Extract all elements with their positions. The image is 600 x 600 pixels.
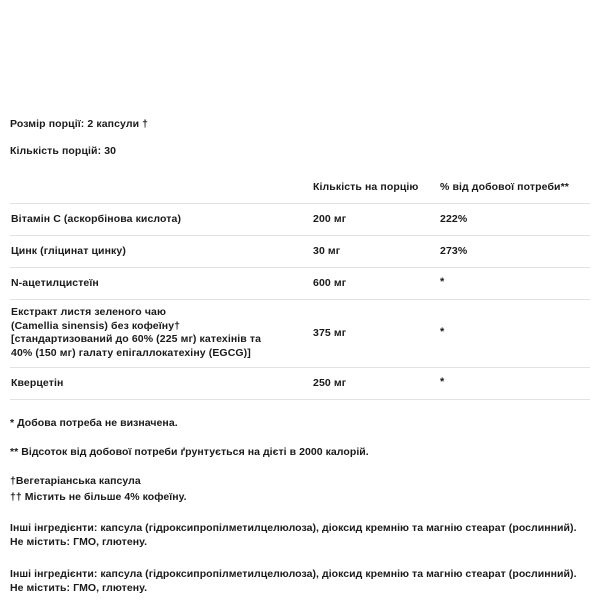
- table-header: [10, 173, 590, 204]
- nutrient-name: Вітамін C (аскорбінова кислота): [10, 204, 313, 236]
- nutrient-name-line: 40% (150 мг) галату епігаллокатехіну (EGCG)]: [11, 346, 251, 359]
- nutrient-name: N-ацетилцистеїн: [10, 268, 313, 300]
- table-header-row: [10, 173, 590, 204]
- other-ingredients-line: Інші інгредієнти: капсула (гідроксипропілметилцелюлоза), діоксид кремнію та магнію стеарат (рослинний).: [10, 522, 577, 534]
- nutrient-name-line: Екстракт листя зеленого чаю: [11, 306, 167, 318]
- nutrient-daily-value: 222%: [440, 204, 590, 236]
- free-from-line: Не містить: ГМО, глютену.: [10, 536, 148, 548]
- nutrient-amount: 375 мг: [313, 300, 440, 368]
- table-row: [10, 268, 590, 300]
- column-header-daily-value: % від добової потреби**: [440, 173, 590, 204]
- daily-value-star: *: [440, 375, 445, 388]
- nutrient-amount: 600 мг: [313, 268, 440, 300]
- table-row: [10, 300, 590, 368]
- nutrient-amount: 200 мг: [313, 204, 440, 236]
- nutrient-daily-value: [440, 300, 590, 368]
- other-ingredients-block: [10, 567, 590, 595]
- servings-per-container-line: Кількість порцій: 30: [10, 145, 117, 157]
- other-ingredients-block: [10, 521, 590, 549]
- nutrient-name: Кверцетін: [10, 368, 313, 400]
- table-row: [10, 236, 590, 268]
- daily-value-star: *: [440, 275, 445, 288]
- footnotes: [10, 416, 590, 504]
- table-row: [10, 204, 590, 236]
- supplement-facts-table: [10, 173, 590, 400]
- nutrient-daily-value: 273%: [440, 236, 590, 268]
- free-from-line: Не містить: ГМО, глютену.: [10, 582, 148, 594]
- footnote-percent-daily-value: ** Відсоток від добової потреби ґрунтується на дієті в 2000 калорій.: [10, 446, 369, 458]
- column-header-nutrient: [10, 173, 313, 204]
- serving-size-line: Розмір порції: 2 капсули †: [10, 118, 149, 130]
- other-ingredients-line: Інші інгредієнти: капсула (гідроксипропілметилцелюлоза), діоксид кремнію та магнію стеарат (рослинний).: [10, 568, 577, 580]
- nutrient-daily-value: [440, 368, 590, 400]
- nutrient-name-line: [стандартизований до 60% (225 мг) катехінів та: [11, 333, 262, 345]
- footnote-daily-value-not-established: * Добова потреба не визначена.: [10, 417, 178, 429]
- serving-info: [10, 0, 590, 158]
- table-body: [10, 204, 590, 400]
- nutrient-amount: 250 мг: [313, 368, 440, 400]
- nutrient-amount: 30 мг: [313, 236, 440, 268]
- table-row: [10, 368, 590, 400]
- footnote-caffeine-content: †† Містить не більше 4% кофеїну.: [10, 491, 187, 503]
- daily-value-star: *: [440, 325, 445, 338]
- nutrient-name: [10, 300, 313, 368]
- footnote-vegetarian-capsule: †Вегетаріанська капсула: [10, 475, 141, 487]
- nutrient-name: Цинк (гліцинат цинку): [10, 236, 313, 268]
- column-header-amount-per-serving: Кількість на порцію: [313, 173, 440, 204]
- nutrient-daily-value: [440, 268, 590, 300]
- nutrient-name-line: (Camellia sinensis) без кофеїну†: [11, 319, 181, 332]
